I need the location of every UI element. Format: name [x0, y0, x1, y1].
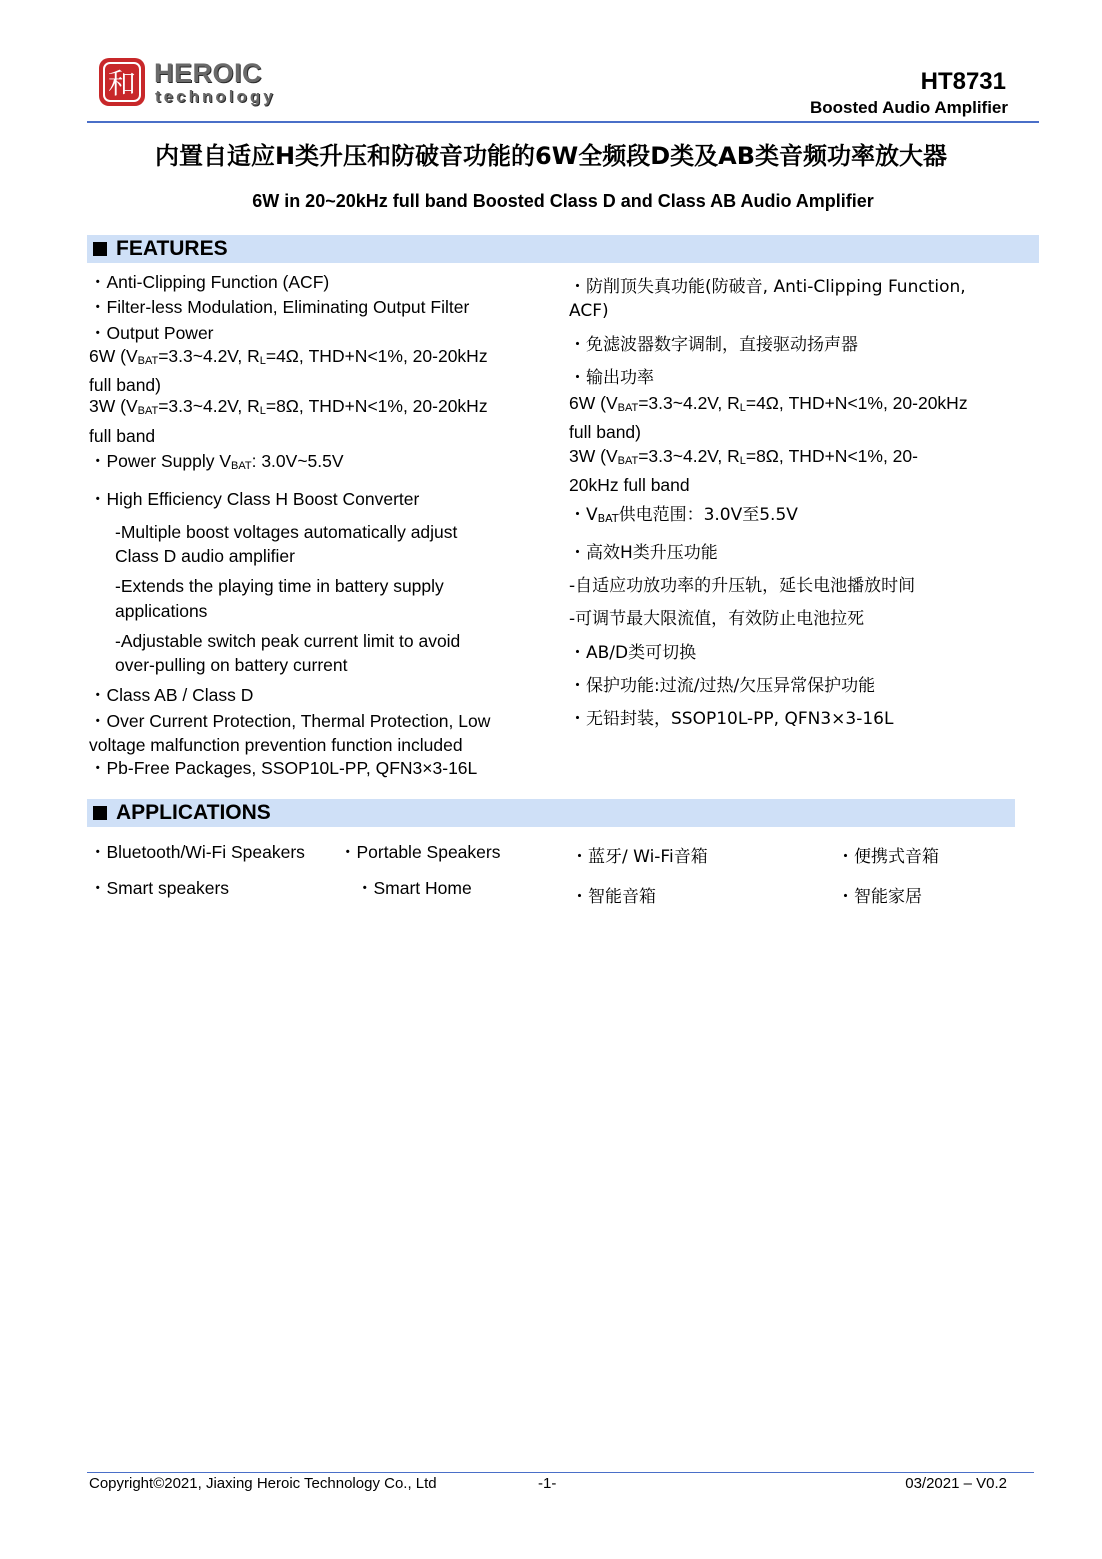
app-smart-speakers: ・Smart speakers	[89, 878, 230, 898]
header-rule	[87, 121, 1039, 123]
logo-glyph: 和	[107, 67, 137, 100]
feature-cn-boost: ・高效H类升压功能	[569, 542, 718, 563]
footer-copyright: Copyright©2021, Jiaxing Heroic Technology Co., Ltd	[89, 1475, 437, 1492]
app-bluetooth-wifi-speakers: ・Bluetooth/Wi-Fi Speakers	[89, 842, 305, 862]
feature-cn-acf: ・防削顶失真功能(防破音, Anti-Clipping Function, ACF)	[569, 277, 966, 322]
feature-cn-boost-detail-1: -自适应功放功率的升压轨，延长电池播放时间	[569, 575, 916, 596]
feature-cn-power-3w: 3W ($V_{BAT}=3.3\sim 4.2V$, $R_L=8\Omega$, THD+N<1%, 20- 20kHz full band	[569, 445, 918, 496]
app-portable-speakers: ・Portable Speakers	[339, 842, 501, 862]
feature-cn-protection: ・保护功能:过流/过热/欠压异常保护功能	[569, 675, 876, 696]
feature-boost-detail-2: -Extends the playing time in battery supply applications	[115, 576, 444, 621]
feature-power-6w: 6W ($V_{BAT}=3.3\sim 4.2V$, $R_L=4\Omega$, THD+N<1%, 20-20kHz full band)	[89, 345, 488, 396]
feature-filterless: ・Filter-less Modulation, Eliminating Output Filter	[89, 297, 470, 318]
features-heading: FEATURES	[116, 237, 228, 260]
feature-cn-pb-free: ・无铅封装，SSOP10L-PP, QFN3×3-16L	[569, 709, 894, 730]
footer-rule	[87, 1472, 1034, 1473]
company-logo-seal	[97, 56, 147, 108]
feature-output-power: ・Output Power	[89, 322, 214, 343]
features-chinese-column	[569, 275, 1029, 731]
feature-cn-filterless: ・免滤波器数字调制，直接驱动扬声器	[569, 334, 858, 355]
feature-boost-detail-1: -Multiple boost voltages automatically adjust Class D audio amplifier	[115, 521, 458, 566]
feature-power-3w: 3W ($V_{BAT}=3.3\sim 4.2V$, $R_L=8\Omega$, THD+N<1%, 20-20kHz full band	[89, 396, 488, 446]
logo-wordmark-heroic: HEROIC	[154, 58, 263, 88]
feature-cn-boost-detail-2: -可调节最大限流值，有效防止电池拉死	[569, 609, 865, 630]
feature-cn-class-ab-d: ・AB/D类可切换	[569, 642, 697, 663]
feature-protection: ・Over Current Protection, Thermal Protection, Low voltage malfunction prevention function included	[89, 710, 491, 756]
square-bullet-icon	[93, 242, 107, 256]
applications-heading: APPLICATIONS	[116, 801, 271, 824]
square-bullet-icon	[93, 806, 107, 820]
part-number: HT8731	[920, 68, 1006, 95]
app-cn-bluetooth-wifi: ・蓝牙/ Wi-Fi音箱	[571, 847, 708, 867]
applications-section-bar	[87, 799, 1015, 827]
feature-power-supply: ・Power Supply $V_{BAT}$: 3.0V~5.5V	[89, 451, 344, 473]
title-chinese: 内置自适应H类升压和防破音功能的6W全频段D类及AB类音频功率放大器	[154, 142, 948, 170]
footer-version: 03/2021 – V0.2	[905, 1475, 1007, 1492]
feature-pb-free: ・Pb-Free Packages, SSOP10L-PP, QFN3×3-16L	[89, 758, 478, 779]
features-section-bar	[87, 235, 1039, 263]
features-english-column	[89, 270, 554, 781]
logo-wordmark-technology: technology	[155, 87, 276, 106]
feature-cn-power-6w: 6W ($V_{BAT}=3.3\sim 4.2V$, $R_L=4\Omega$, THD+N<1%, 20-20kHz full band)	[569, 393, 968, 443]
title-english: 6W in 20~20kHz full band Boosted Class D and Class AB Audio Amplifier	[252, 191, 874, 211]
app-smart-home: ・Smart Home	[356, 878, 472, 898]
app-cn-portable: ・便携式音箱	[837, 847, 939, 867]
feature-acf: ・Anti-Clipping Function (ACF)	[89, 272, 330, 292]
app-cn-smart-home: ・智能家居	[837, 887, 922, 907]
feature-cn-supply: ・$V_{BAT}$供电范围：3.0V至5.5V	[569, 505, 798, 526]
app-cn-smart-speakers: ・智能音箱	[571, 887, 656, 907]
footer-page-number: -1-	[538, 1475, 557, 1492]
feature-boost-detail-3: -Adjustable switch peak current limit to avoid over-pulling on battery current	[115, 630, 461, 676]
part-subtitle: Boosted Audio Amplifier	[809, 98, 1008, 117]
feature-class-ab-d: ・Class AB / Class D	[89, 685, 254, 706]
feature-cn-output-power: ・输出功率	[569, 367, 654, 388]
feature-boost: ・High Efficiency Class H Boost Converter	[89, 489, 420, 510]
